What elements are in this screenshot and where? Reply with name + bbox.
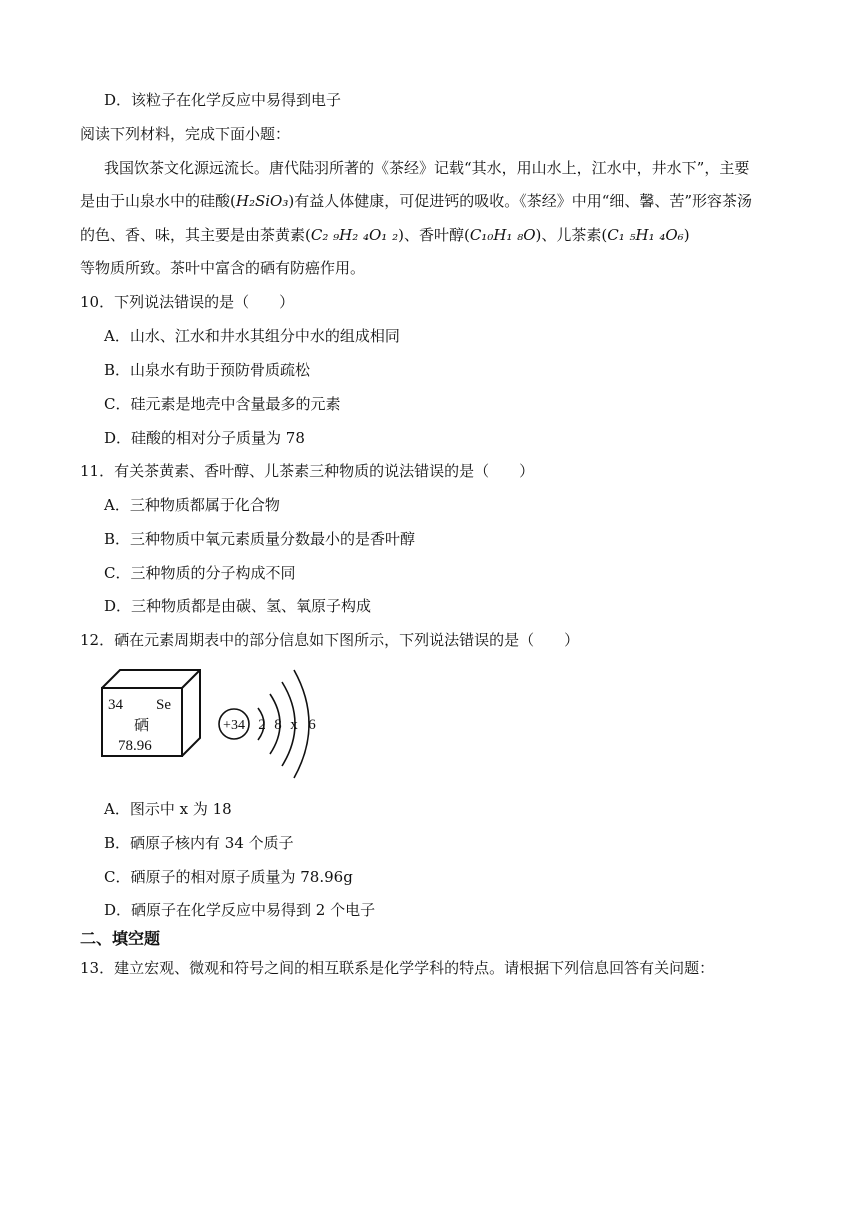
formula-theaflavin: C₂ ₉H₂ ₄O₁ ₂ (310, 226, 399, 244)
q12-option-c: C．硒原子的相对原子质量为 78.96g (104, 868, 353, 886)
q11-stem: 11．有关茶黄素、香叶醇、儿茶素三种物质的说法错误的是（ ） (80, 462, 535, 480)
q11-option-a: A．三种物质都属于化合物 (104, 496, 280, 514)
nucleus-charge: +34 (223, 718, 245, 733)
q12-stem: 12．硒在元素周期表中的部分信息如下图所示，下列说法错误的是（ ） (80, 631, 580, 649)
q10-option-c: C．硅元素是地壳中含量最多的元素 (104, 395, 341, 413)
shell-electrons-2: 8 (274, 717, 282, 733)
q10-stem: 10．下列说法错误的是（ ） (80, 293, 295, 311)
q13-stem: 13．建立宏观、微观和符号之间的相互联系是化学学科的特点。请根据下列信息回答有关问题： (80, 959, 715, 977)
q12-option-a: A．图示中 x 为 18 (104, 800, 232, 818)
q9-option-d: D．该粒子在化学反应中易得到电子 (104, 91, 342, 109)
q10-option-a: A．山水、江水和井水其组分中水的组成相同 (104, 327, 400, 345)
reading-text: )、香叶醇( (398, 226, 470, 244)
shell-electrons-1: 2 (258, 717, 266, 733)
atomic-mass: 78.96 (118, 738, 152, 754)
reading-intro: 阅读下列材料，完成下面小题： (80, 125, 291, 143)
q12-option-d: D．硒原子在化学反应中易得到 2 个电子 (104, 901, 376, 919)
reading-line-3 (80, 225, 690, 245)
formula-catechin: C₁ ₅H₁ ₄O₆ (607, 226, 684, 244)
q11-option-d: D．三种物质都是由碳、氢、氧原子构成 (104, 597, 372, 615)
element-symbol: Se (156, 697, 171, 713)
q12-option-b: B．硒原子核内有 34 个质子 (104, 834, 294, 852)
reading-line-2 (80, 191, 752, 211)
reading-text: 是由于山泉水中的硅酸( (80, 192, 236, 210)
formula-geraniol: C₁₀H₁ ₈O (469, 226, 536, 244)
section-title: 二、填空题 (80, 929, 161, 948)
q11-option-b: B．三种物质中氧元素质量分数最小的是香叶醇 (104, 530, 416, 548)
reading-text: ) (683, 226, 690, 244)
selenium-figure (98, 664, 328, 784)
reading-text: )有益人体健康，可促进钙的吸收。《茶经》中用“细、馨、苦”形容茶汤 (288, 192, 753, 210)
element-name: 硒 (134, 716, 150, 734)
shell-electrons-3: x (290, 717, 298, 733)
reading-text: )、儿茶素( (535, 226, 608, 244)
reading-text: 的色、香、味，其主要是由茶黄素( (80, 226, 311, 244)
q11-option-c: C．三种物质的分子构成不同 (104, 564, 296, 582)
q10-option-b: B．山泉水有助于预防骨质疏松 (104, 361, 311, 379)
atomic-number: 34 (108, 697, 123, 713)
q10-option-d: D．硅酸的相对分子质量为 78 (104, 429, 305, 447)
shell-electrons-4: 6 (308, 717, 316, 733)
reading-line-4: 等物质所致。茶叶中富含的硒有防癌作用。 (80, 259, 366, 277)
formula-silicic-acid: H₂SiO₃ (235, 192, 289, 210)
reading-line-1: 我国饮茶文化源远流长。唐代陆羽所著的《茶经》记载“其水，用山水上，江水中，井水下”，主要 (104, 159, 750, 177)
